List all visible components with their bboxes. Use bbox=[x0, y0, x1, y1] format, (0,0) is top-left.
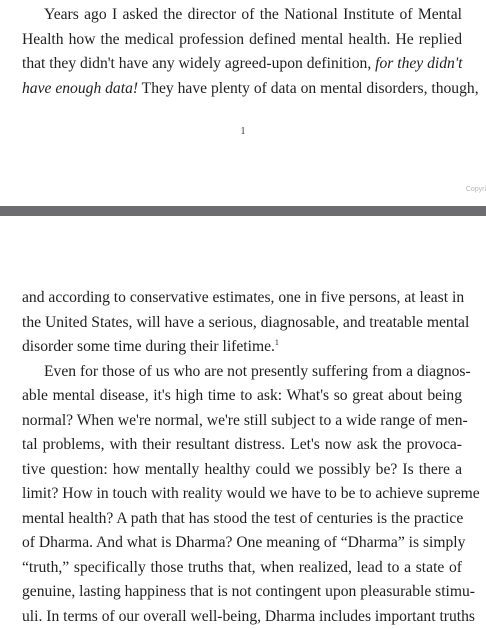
page-number: 1 bbox=[0, 126, 486, 137]
text-line: Even for those of us who are not presently suffering from a diagnos- bbox=[22, 360, 462, 385]
italic-text: have enough data! bbox=[22, 80, 138, 97]
text-line: Health how the medical profession defined mental health. He replied bbox=[22, 28, 462, 53]
footnote-marker[interactable]: 1 bbox=[275, 338, 279, 347]
text-line: and according to conservative estimates, one in five persons, at least in bbox=[22, 286, 462, 311]
copyright-watermark: Copyri bbox=[466, 186, 486, 193]
text-line: the United States, will have a serious, diagnosable, and treatable mental bbox=[22, 311, 462, 336]
text-line: “truth,” specifically those truths that, when realized, lead to a state of bbox=[22, 556, 462, 581]
text-run: disorder some time during their lifetime. bbox=[22, 338, 275, 355]
text-line: uli. In terms of our overall well-being, Dharma includes important truths bbox=[22, 605, 462, 629]
text-run: They have plenty of data on mental disorders, though, bbox=[138, 80, 479, 97]
text-line: tive question: how mentally healthy could we possibly be? Is there a bbox=[22, 458, 462, 483]
text-line: tal problems, with their resultant distress. Let's now ask the provoca- bbox=[22, 433, 462, 458]
text-line: normal? When we're normal, we're still subject to a wide range of men- bbox=[22, 409, 462, 434]
page-divider bbox=[0, 206, 486, 216]
bottom-paragraphs bbox=[22, 286, 462, 629]
text-line bbox=[22, 77, 462, 102]
text-line: able mental disease, it's high time to ask: What's so great about being bbox=[22, 384, 462, 409]
text-line: mental health? A path that has stood the test of centuries is the practice bbox=[22, 507, 462, 532]
text-line bbox=[22, 52, 462, 77]
top-paragraph bbox=[22, 3, 462, 101]
italic-text: for they didn't bbox=[375, 55, 462, 72]
text-line: genuine, lasting happiness that is not contingent upon pleasurable stimu- bbox=[22, 580, 462, 605]
text-line: limit? How in touch with reality would we have to be to achieve supreme bbox=[22, 482, 462, 507]
text-run: that they didn't have any widely agreed-upon definition, bbox=[22, 55, 375, 72]
text-line: of Dharma. And what is Dharma? One meaning of “Dharma” is simply bbox=[22, 531, 462, 556]
text-line bbox=[22, 335, 462, 360]
text-line: Years ago I asked the director of the National Institute of Mental bbox=[22, 3, 462, 28]
top-page bbox=[0, 0, 486, 206]
